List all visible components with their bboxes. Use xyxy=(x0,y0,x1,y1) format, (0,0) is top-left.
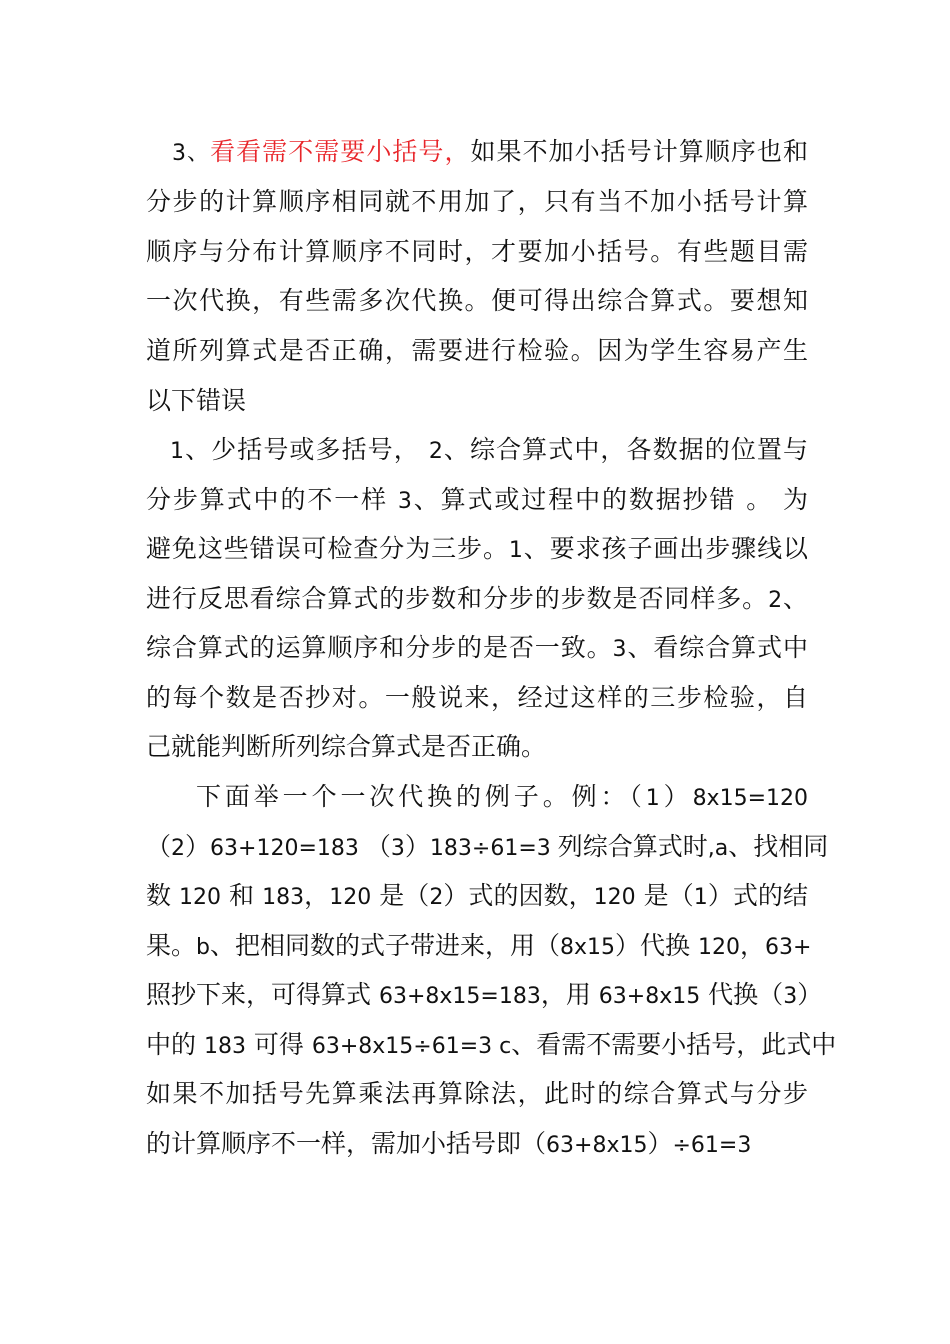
text-segment: 2 xyxy=(171,836,186,861)
text-segment: 183÷61=3 xyxy=(429,836,558,861)
text-segment: 数 xyxy=(146,881,180,910)
text-segment: ， xyxy=(739,931,765,960)
text-segment: ,a xyxy=(707,836,729,861)
text-segment: 2 xyxy=(768,588,783,613)
text-line xyxy=(146,822,829,872)
text-segment: 代换（ xyxy=(700,980,784,1009)
text-segment: 照抄下来，可得算式 xyxy=(146,980,379,1009)
text-line xyxy=(146,376,808,426)
text-segment: 分步的计算顺序相同就不用加了，只有当不加小括号计算 xyxy=(146,187,808,216)
text-segment: ， xyxy=(304,881,330,910)
text-segment: 己就能判断所列综合算式是否正确。 xyxy=(146,732,547,761)
text-line xyxy=(172,127,808,177)
text-segment: 顺序与分布计算顺序不同时，才要加小括号。有些题目需 xyxy=(146,237,808,266)
text-segment: 120 xyxy=(593,885,636,910)
text-segment: 中的 xyxy=(146,1030,204,1059)
text-segment: 、少括号或多括号， xyxy=(184,435,429,464)
text-segment: 120 xyxy=(697,935,740,960)
text-line xyxy=(170,425,808,475)
text-segment: 63+8x15=183 xyxy=(378,984,541,1009)
text-line xyxy=(146,623,808,673)
text-line xyxy=(196,772,808,822)
text-segment: 、 xyxy=(782,584,808,613)
text-segment: 、看需不需要小括号，此式中 xyxy=(511,1030,837,1059)
text-segment: 3 xyxy=(783,984,798,1009)
text-segment: 的计算顺序不一样，需加小括号即（ xyxy=(146,1129,547,1158)
text-segment: 是（ xyxy=(371,881,430,910)
text-line xyxy=(146,524,808,574)
text-segment: 综合算式的运算顺序和分步的是否一致。 xyxy=(146,633,613,662)
text-segment: 1 xyxy=(693,885,708,910)
text-segment: 果。 xyxy=(146,931,197,960)
text-segment: 可得 xyxy=(245,1030,312,1059)
text-segment: 一次代换，有些需多次代换。便可得出综合算式。要想知 xyxy=(146,286,808,315)
text-segment: 183 xyxy=(262,885,305,910)
text-line xyxy=(146,970,823,1020)
text-line xyxy=(146,574,808,624)
text-segment: ） xyxy=(647,1129,673,1158)
text-segment: ） xyxy=(659,782,693,811)
text-segment: ） xyxy=(797,980,823,1009)
text-line xyxy=(146,326,808,376)
text-segment: ） xyxy=(404,832,430,861)
text-segment: 63+120=183 xyxy=(210,836,366,861)
text-segment: 下面举一个一次代换的例子。例：（ xyxy=(196,782,646,811)
text-segment: 2 xyxy=(429,885,444,910)
text-segment: b xyxy=(196,935,210,960)
text-segment: 的每个数是否抄对。一般说来，经过这样的三步检验，自 xyxy=(146,683,808,712)
text-segment: ÷61=3 xyxy=(672,1133,752,1158)
text-segment: 如果不加小括号计算顺序也和 xyxy=(470,137,808,166)
text-segment: 列综合算式时 xyxy=(557,832,708,861)
text-segment: 3 xyxy=(612,637,627,662)
text-segment: 避免这些错误可检查分为三步。 xyxy=(146,534,509,563)
text-segment: 进行反思看综合算式的步数和分步的步数是否同样多。 xyxy=(146,584,769,613)
text-line xyxy=(146,673,808,723)
text-line xyxy=(146,276,808,326)
text-segment: 63+8x15 xyxy=(546,1133,648,1158)
text-segment: 以下错误 xyxy=(146,386,247,415)
text-segment: 是（ xyxy=(635,881,694,910)
text-segment: 63+ xyxy=(764,935,812,960)
text-segment: （ xyxy=(365,832,391,861)
text-segment: ）式的结 xyxy=(707,881,808,910)
text-segment: 、算式或过程中的数据抄错 。 为 xyxy=(411,485,808,514)
text-segment: 2 xyxy=(428,439,443,464)
text-line xyxy=(146,1069,808,1119)
text-segment: 和 xyxy=(221,881,263,910)
text-segment: 3、 xyxy=(172,141,211,166)
text-segment: 1 xyxy=(508,538,523,563)
text-segment: 、看综合算式中 xyxy=(626,633,808,662)
text-line xyxy=(146,1020,837,1070)
text-segment: 120 xyxy=(179,885,222,910)
text-segment: 1 xyxy=(645,786,660,811)
text-line xyxy=(146,871,808,921)
text-segment: ，用 xyxy=(540,980,599,1009)
text-segment: 如果不加括号先算乘法再算除法，此时的综合算式与分步 xyxy=(146,1079,808,1108)
text-segment: 63+8x15÷61=3 c xyxy=(311,1034,512,1059)
text-segment: 、要求孩子画出步骤线以 xyxy=(522,534,808,563)
text-segment: 8x15 xyxy=(560,935,616,960)
text-segment: （ xyxy=(146,832,172,861)
text-segment: 183 xyxy=(203,1034,246,1059)
text-segment: ）代换 xyxy=(615,931,698,960)
text-segment: 、把相同数的式子带进来，用（ xyxy=(209,931,560,960)
text-segment: 120 xyxy=(329,885,372,910)
text-segment: 8x15=120 xyxy=(692,786,808,811)
text-line xyxy=(146,475,808,525)
text-segment: 、综合算式中，各数据的位置与 xyxy=(442,435,808,464)
text-segment: 、找相同 xyxy=(728,832,829,861)
text-segment: 3 xyxy=(390,836,405,861)
highlighted-phrase: 看看需不需要小括号， xyxy=(210,137,471,166)
text-line xyxy=(146,722,808,772)
text-line xyxy=(146,1119,808,1169)
text-segment: 63+8x15 xyxy=(598,984,701,1009)
text-segment: ）式的因数， xyxy=(443,881,594,910)
text-line xyxy=(146,177,808,227)
text-line xyxy=(146,227,808,277)
text-line xyxy=(146,921,812,971)
text-segment: ） xyxy=(185,832,211,861)
text-segment: 分步算式中的不一样 xyxy=(146,485,398,514)
text-segment: 1 xyxy=(170,439,184,464)
text-segment: 道所列算式是否正确，需要进行检验。因为学生容易产生 xyxy=(146,336,808,365)
text-segment: 3 xyxy=(397,489,412,514)
